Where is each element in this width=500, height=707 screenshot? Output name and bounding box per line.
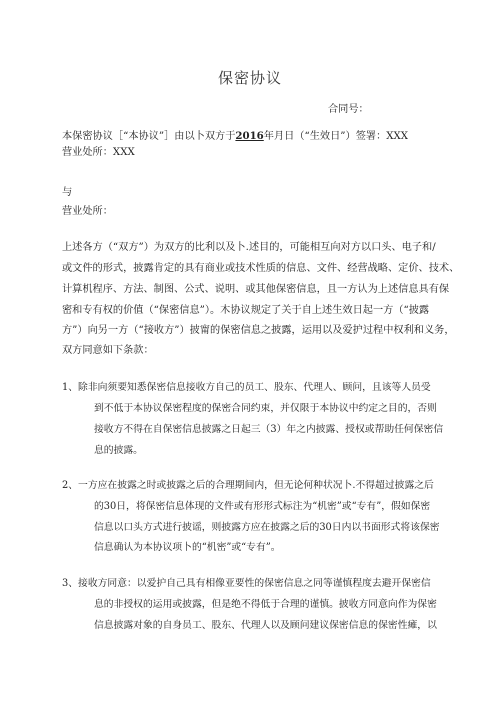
contract-number: 合同号： (328, 104, 369, 115)
paragraph-line: 密和专有权的价值（“保密信息”）。木协议规定了关于自上述生效日起一方（“披露 (62, 305, 430, 316)
paragraph-line: 方”）向另一方（“接收方”）披甯的保密信息之披露，运用以及爱护过程中权利和义务， (62, 325, 455, 336)
intro-line (62, 129, 408, 144)
paragraph-line: 计算机程序、方法、制图、公式、说明、或其他保密信息，且一方认为上述信息具有保 (62, 284, 450, 295)
office-line-1: 营业处所：XXX (62, 147, 135, 158)
clause-line: 2、一方应在披露之时或披露之后的合理期间内，但无论何种状况卜.不得超过披露之后 (62, 480, 434, 491)
intro-suffix: 年月日（“生效日”）签署：XXX (263, 131, 409, 142)
intro-prefix: 本保密协议［“本协议”］由以卜双方于 (62, 131, 236, 142)
and-line: 与 (62, 187, 73, 198)
clause-line: 的30日，将保密信息体现的文件或有形形式标注为“机密”或“专有”，假如保密 (94, 501, 431, 512)
clause-line: 信息以口头方式进行披谣，则披露方应在披露之后的30日内以书面形式将该保密 (94, 522, 440, 533)
clause-line: 到不低于本协议保密程度的保密合同约束，并仅限于本协议中约定之目的，否则 (94, 403, 437, 414)
document-title: 保密协议 (217, 69, 282, 87)
clause-line: 息的非授权的运用或披露，但是绝不得低于合理的谨慎。披收方同意向作为保密 (94, 599, 437, 610)
paragraph-line: 或文件的形式，披露肯定的具有商业或技术性质的信息、文件、经营战略、定价、技术、 (62, 263, 460, 274)
office-line-2: 营业处所： (62, 206, 113, 217)
paragraph-line: 上述各方（“双方”）为双方的比利以及卜.述目的，可能相互向对方以口头、电子和/ (62, 242, 436, 253)
clause-line: 1、除非向须要知悉保密信息接收方自己的员工、股东、代理人、顾问，且该等人员受 (62, 382, 431, 393)
clause-line: 信息披露对象的自身员工、股东、代理人以及顾问建议保密信息的保密性瘫，以 (94, 620, 437, 631)
intro-year: 2016 (235, 130, 264, 142)
clause-line: 息的披露。 (94, 445, 143, 456)
clause-line: 3、接收方同意：以爱护自己具有相像亚要性的保密信息之同等谨慎程度去避开保密信 (62, 578, 431, 589)
clause-line: 信息确认为本协议项卜的“机密”或“专有”。 (94, 542, 281, 553)
paragraph-line: 双方同意如下条款： (62, 345, 154, 356)
clause-line: 接收方不得在自保密信息披露之日起三（3）年之内披露、授权或帮助任何保密信 (94, 424, 444, 435)
